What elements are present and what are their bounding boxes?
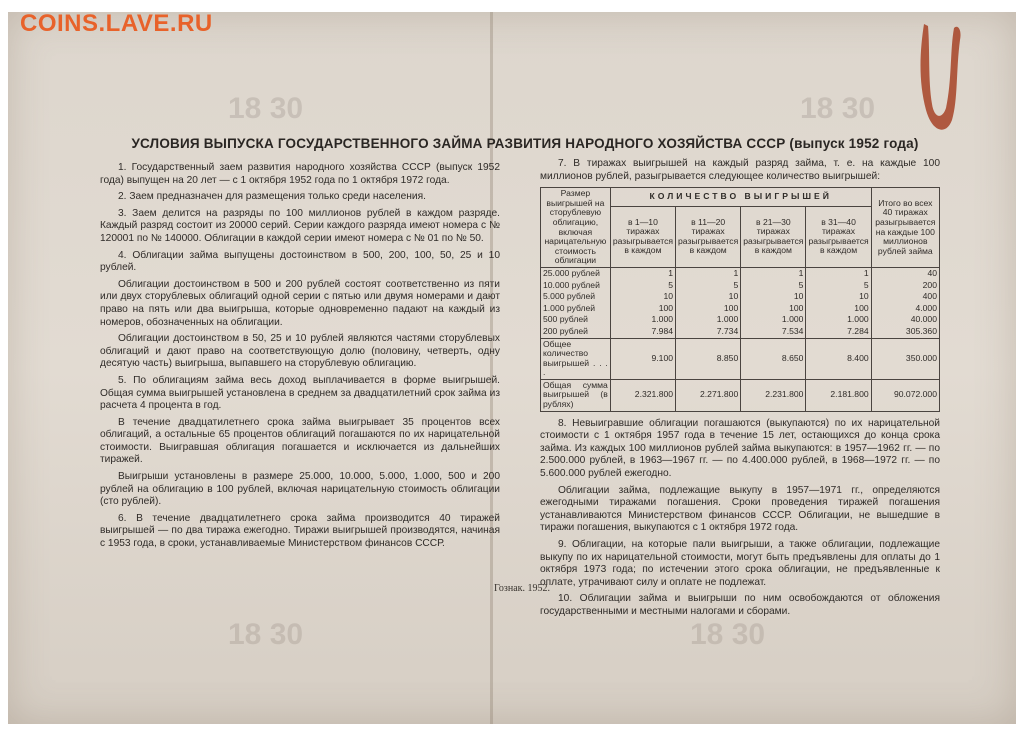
table-row [541,303,940,315]
prize-rows [541,267,940,411]
cell: 200 [871,280,939,292]
watermark: COINS.LAVE.RU [20,10,213,37]
cell: 1 [741,267,806,279]
cell: 40.000 [871,314,939,326]
cell: 8.400 [806,338,871,379]
ink-stain [912,20,972,140]
table-row [541,267,940,279]
cell: 5 [741,280,806,292]
table-head-col: в 21—30 тиражах разыгрывается в каждом [741,206,806,267]
cell: 2.181.800 [806,379,871,411]
cell: 10 [676,291,741,303]
cell: 1.000 [676,314,741,326]
table-row [541,326,940,338]
row-label: Общая сумма выигрышей (в рублях) [541,379,611,411]
row-label: 5.000 рублей [541,291,611,303]
clause-10: 10. Облигации займа и выигрыши по ним освобождаются от обложения государственными и местными налогами и сборами. [540,593,940,617]
cell: 5 [806,280,871,292]
cell: 350.000 [871,338,939,379]
cell: 100 [610,303,675,315]
faded-serial-number: 18 30 [228,92,304,125]
clause-5-percent: В течение двадцатилетнего срока займа выигрывает 35 процентов всех облигаций, а остальные 65 процентов облигаций погашаются по их нарицательной стоимости. Выигравшая облигация погашается и исключается из дальнейших тиражей. [100,416,500,466]
clause-5: 5. По облигациям займа весь доход выплачивается в форме выигрышей. Общая сумма выигрышей установлена в среднем за двадцатилетний срок займа из расчета 4 процента в год. [100,374,500,412]
right-column [540,158,940,623]
row-label: 500 рублей [541,314,611,326]
cell: 90.072.000 [871,379,939,411]
faded-serial-number: 18 30 [690,618,766,651]
cell: 1.000 [610,314,675,326]
clause-2: 2. Заем предназначен для размещения только среди населения. [118,191,426,203]
clause-9: 9. Облигации, на которые пали выигрыши, а также облигации, подлежащие выкупу по их нарицательной стоимости, могут быть предъявлены для оплаты до 1 октября 1973 года; по истечении этого срока облигации, не предъявленные к оплате, утрачивают силу и оплате не подлежат. [540,539,940,588]
table-head-total: Итого во всех 40 тиражах разыгрывается на каждые 100 миллионов рублей займа [871,188,939,268]
row-label: 25.000 рублей [541,267,611,279]
row-label: Общее количество выигрышей . . . . [541,338,611,379]
clause-8: 8. Невыигравшие облигации погашаются (выкупаются) по их нарицательной стоимости с 1 октября 1957 года в течение 15 лет, остающихся до конца срока займа. Из каждых 100 миллионов рублей займа выкупаются: в 1957—1962 гг. — по 2.500.000 рублей, в 1963—1967 гг. — по 4.400.000 рублей, в 1968—1972 гг. — по 5.600.000 рублей ежегодно. [540,417,940,480]
cell: 7.734 [676,326,741,338]
table-row-total-count [541,338,940,379]
cell: 7.284 [806,326,871,338]
document-title: УСЛОВИЯ ВЫПУСКА ГОСУДАРСТВЕННОГО ЗАЙМА РАЗВИТИЯ НАРОДНОГО ХОЗЯЙСТВА СССР (выпуск 1952 года) [131,136,919,151]
left-column [100,162,500,555]
table-head-col: в 31—40 тиражах разыгрывается в каждом [806,206,871,267]
cell: 100 [676,303,741,315]
cell: 8.650 [741,338,806,379]
cell: 40 [871,267,939,279]
cell: 8.850 [676,338,741,379]
clause-6: 6. В течение двадцатилетнего срока займа производится 40 тиражей выигрышей — по два тиража ежегодно. Тиражи выигрышей производятся, начиная с 1953 года, в сроки, устанавливаемые Министерством финансов СССР. [100,512,500,550]
cell: 1 [676,267,741,279]
clause-4: 4. Облигации займа выпущены достоинством в 500, 200, 100, 50, 25 и 10 рублей. [100,249,500,274]
table-row [541,314,940,326]
table-head-group: КОЛИЧЕСТВО ВЫИГРЫШЕЙ [610,188,871,207]
faded-serial-number: 18 30 [800,92,876,125]
table-row-total-sum [541,379,940,411]
clause-5-amounts: Выигрыши установлены в размере 25.000, 10.000, 5.000, 1.000, 500 и 200 рублей на облигацию в 100 рублей, включая нарицательную стоимость облигации (сто рублей). [100,471,500,508]
cell: 10 [610,291,675,303]
cell: 5 [610,280,675,292]
cell: 100 [741,303,806,315]
cell: 5 [676,280,741,292]
cell: 1.000 [806,314,871,326]
clause-3: 3. Заем делится на разряды по 100 миллионов рублей в каждом разряде. Каждый разряд состоит из 20000 серий. Серии каждого разряда имеют номера с № 120001 по № 140000. Облигации в каждой серии имеют номера с № 01 по № 50. [100,207,500,244]
cell: 7.984 [610,326,675,338]
cell: 7.534 [741,326,806,338]
cell: 100 [806,303,871,315]
cell: 1 [610,267,675,279]
cell: 1 [806,267,871,279]
faded-serial-number: 18 30 [228,618,304,651]
table-head-size: Размер выигрышей на сторублевую облигацию, включая нарицательную стоимость облигации [541,188,611,268]
clause-8-redemption: Облигации займа, подлежащие выкупу в 1957—1971 гг., определяются ежегодными тиражами погашения. Сроки проведения тиражей погашения устанавливаются Министерством финансов СССР. Облигации, не вышедшие в тиражи погашения, выкупаются с 1 октября 1972 года. [540,484,940,534]
cell: 400 [871,291,939,303]
printer-imprint: Гознак. 1952. [494,583,551,594]
row-label: 1.000 рублей [541,303,611,315]
clause-1: 1. Государственный заем развития народного хозяйства СССР (выпуск 1952 года) выпущен на 20 лет — с 1 октября 1952 года по 1 октября 1972 года. [100,162,500,186]
cell: 9.100 [610,338,675,379]
clause-7: 7. В тиражах выигрышей на каждый разряд займа, т. е. на каждые 100 миллионов рублей, разыгрывается следующее количество выигрышей: [540,158,940,182]
cell: 10 [741,291,806,303]
row-label: 200 рублей [541,326,611,338]
table-row [541,280,940,292]
table-head-col: в 11—20 тиражах разыгрывается в каждом [676,206,741,267]
table-head-col: в 1—10 тиражах разыгрывается в каждом [610,206,675,267]
clause-4-detail: Облигации достоинством в 500 и 200 рублей состоят соответственно из пяти или двух сторублевых облигаций одной серии с пятью или двумя номерами и дают право на пять или два выигрыша, которые одновременно падают на каждый из номеров, обозначенных на облигации. [100,278,500,328]
prize-table [540,187,940,411]
cell: 2.231.800 [741,379,806,411]
row-label: 10.000 рублей [541,280,611,292]
cell: 2.321.800 [610,379,675,411]
clause-4-fractions: Облигации достоинством в 50, 25 и 10 рублей являются частями сторублевых облигаций и дают право на соответствующую долю (половину, четверть, одну десятую часть) выигрыша, выпавшего на сторублевую облигацию. [100,333,500,370]
cell: 10 [806,291,871,303]
cell: 4.000 [871,303,939,315]
cell: 305.360 [871,326,939,338]
cell: 1.000 [741,314,806,326]
table-row [541,291,940,303]
cell: 2.271.800 [676,379,741,411]
